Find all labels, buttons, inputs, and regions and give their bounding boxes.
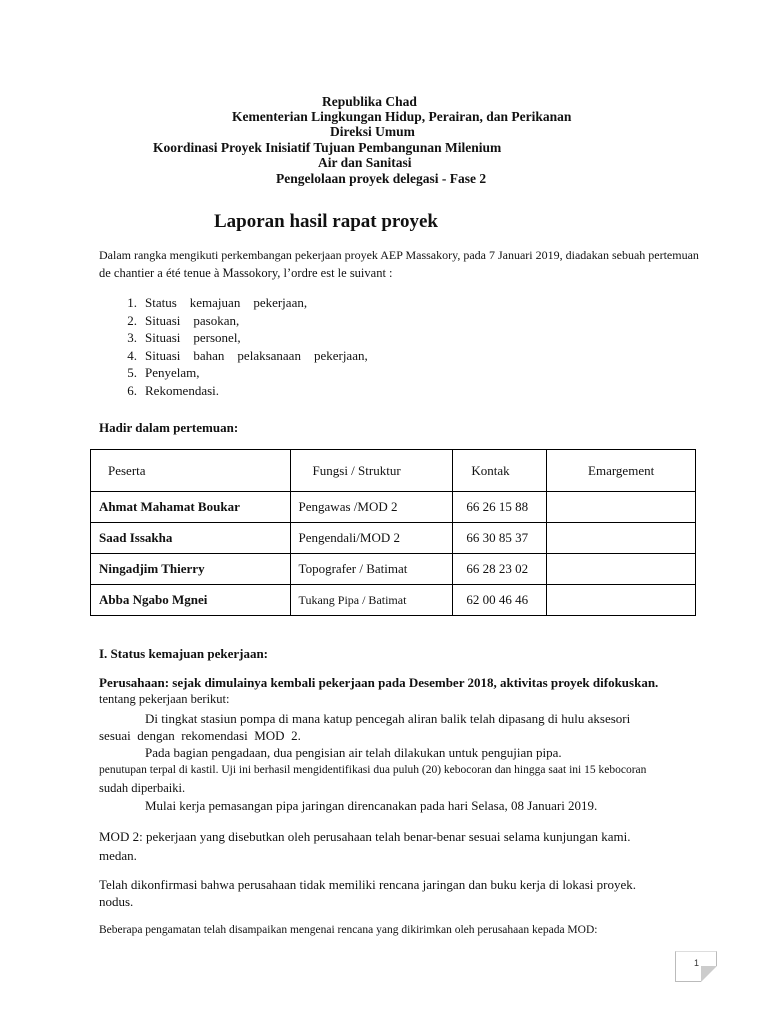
table-row xyxy=(91,585,696,616)
column-header-emargement: Emargement xyxy=(547,450,696,492)
participant-contact: 66 30 85 37 xyxy=(453,523,547,554)
observations-statement: Beberapa pengamatan telah disampaikan mengenai rencana yang dikirimkan oleh perusahaan kepada MOD: xyxy=(99,924,598,936)
section-heading: I. Status kemajuan pekerjaan: xyxy=(99,646,269,661)
participant-signature xyxy=(547,585,696,616)
mod2-statement-continued: medan. xyxy=(99,848,137,863)
table-row xyxy=(91,523,696,554)
agenda-item: 5. Penyelam, xyxy=(127,365,200,381)
participant-name: Ningadjim Thierry xyxy=(91,554,291,585)
mod2-statement: MOD 2: pekerjaan yang disebutkan oleh perusahaan telah benar-benar sesuai selama kunjungan kami. xyxy=(99,829,631,844)
confirmation-statement-continued: nodus. xyxy=(99,894,134,909)
participant-role: Tukang Pipa / Batimat xyxy=(290,585,453,616)
table-row xyxy=(91,492,696,523)
attendance-table xyxy=(90,449,696,616)
participant-role: Topografer / Batimat xyxy=(290,554,453,585)
header-republic: Republika Chad xyxy=(322,94,417,109)
header-ministry: Kementerian Lingkungan Hidup, Perairan, dan Perikanan xyxy=(232,109,572,124)
participant-name: Abba Ngabo Mgnei xyxy=(91,585,291,616)
paragraph-supply: Pada bagian pengadaan, dua pengisian air telah dilakukan untuk pengujian pipa. xyxy=(145,745,562,760)
participant-name: Saad Issakha xyxy=(91,523,291,554)
intro-line-1: Dalam rangka mengikuti perkembangan pekerjaan proyek AEP Massakory, pada 7 Januari 2019, diadakan sebuah pertemuan xyxy=(99,248,699,262)
header-directorate: Direksi Umum xyxy=(330,124,415,139)
column-header-participant: Peserta xyxy=(91,450,291,492)
paragraph-pump-station-continued: sesuai dengan rekomendasi MOD 2. xyxy=(99,728,301,743)
participant-name: Ahmat Mahamat Boukar xyxy=(91,492,291,523)
agenda-item: 1. Status kemajuan pekerjaan, xyxy=(127,295,308,310)
agenda-list xyxy=(100,294,368,400)
paragraph-supply-continued: penutupan terpal di kastil. Uji ini berhasil mengidentifikasi dua puluh (20) kebocoran dan hingga saat ini 15 kebocoran xyxy=(99,764,647,776)
intro-line-2: de chantier a été tenue à Massokory, l’ordre est le suivant : xyxy=(99,266,393,280)
participant-contact: 66 28 23 02 xyxy=(453,554,547,585)
company-statement-continued: tentang pekerjaan berikut: xyxy=(99,692,230,706)
table-header-row xyxy=(91,450,696,492)
document-title: Laporan hasil rapat proyek xyxy=(214,211,438,232)
participant-role: Pengawas /MOD 2 xyxy=(290,492,453,523)
participant-signature xyxy=(547,523,696,554)
company-statement: Perusahaan: sejak dimulainya kembali pekerjaan pada Desember 2018, aktivitas proyek difokuskan. xyxy=(99,675,659,690)
paragraph-supply-end: sudah diperbaiki. xyxy=(99,781,186,795)
agenda-item: 2. Situasi pasokan, xyxy=(127,312,240,328)
header-water-sanitation: Air dan Sanitasi xyxy=(318,155,412,170)
paragraph-pump-station: Di tingkat stasiun pompa di mana katup pencegah aliran balik telah dipasang di hulu aksesori xyxy=(145,711,631,726)
participant-contact: 62 00 46 46 xyxy=(453,585,547,616)
agenda-item: 6. Rekomendasi. xyxy=(127,382,220,398)
attendance-heading: Hadir dalam pertemuan: xyxy=(99,420,239,435)
participant-signature xyxy=(547,554,696,585)
agenda-item: 4. Situasi bahan pelaksanaan pekerjaan, xyxy=(127,347,368,363)
table-row xyxy=(91,554,696,585)
column-header-contact: Kontak xyxy=(453,450,547,492)
participant-signature xyxy=(547,492,696,523)
header-project-management: Pengelolaan proyek delegasi - Fase 2 xyxy=(276,171,487,186)
header-coordination: Koordinasi Proyek Inisiatif Tujuan Pembangunan Milenium xyxy=(153,140,502,155)
participant-contact: 66 26 15 88 xyxy=(453,492,547,523)
paragraph-pipe-laying: Mulai kerja pemasangan pipa jaringan direncanakan pada hari Selasa, 08 Januari 2019. xyxy=(145,798,598,813)
confirmation-statement: Telah dikonfirmasi bahwa perusahaan tidak memiliki rencana jaringan dan buku kerja di lokasi proyek. xyxy=(99,877,636,892)
agenda-item: 3. Situasi personel, xyxy=(127,330,241,346)
column-header-function: Fungsi / Struktur xyxy=(290,450,453,492)
page-fold-icon xyxy=(701,966,717,982)
page-number-box xyxy=(675,951,717,982)
participant-role: Pengendali/MOD 2 xyxy=(290,523,453,554)
page-number: 1 xyxy=(694,958,700,968)
